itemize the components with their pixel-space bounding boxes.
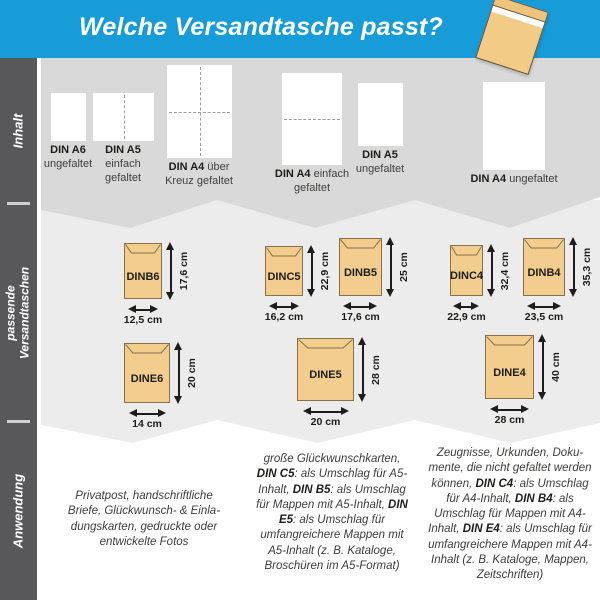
paper-description: ungefaltet — [355, 162, 405, 175]
width-dimension: 12,5 cm — [123, 314, 163, 326]
arrow-line — [349, 306, 371, 308]
paper-name: DIN A4 — [274, 168, 311, 180]
paper-description: einfach gefaltet — [104, 157, 142, 184]
arrow-line — [170, 248, 172, 294]
text-segment: : als Umschlag für A4-Inhalt, — [446, 477, 589, 505]
paper-description: einfach gefaltet — [293, 168, 350, 194]
arrow-line — [390, 243, 392, 291]
envelope-size-line: DIN — [527, 266, 547, 279]
envelope-size-line: DIN — [267, 270, 287, 283]
width-dimension: 23,5 cm — [524, 311, 564, 323]
paper-label — [36, 144, 100, 172]
envelope-size-label — [125, 356, 169, 402]
envelope-size-label — [451, 258, 482, 295]
height-arrow-icon — [386, 237, 395, 297]
paper-label — [165, 161, 233, 189]
envelope-size-label — [125, 256, 161, 298]
arrow-line — [362, 343, 364, 396]
envelope-din-b4 — [523, 238, 565, 296]
envelope-flap — [125, 344, 169, 356]
width-dimension: 20 cm — [310, 416, 341, 428]
sidebar-label-versandtaschen: passende Versandtaschen — [3, 266, 32, 360]
envelope-din-b6 — [124, 243, 162, 299]
envelope-flap — [524, 239, 564, 251]
paper-din-a4 — [483, 82, 545, 170]
text-segment: Zeugnisse, Urkunden, Dokumente, die nicht gefaltet werden können, — [428, 447, 592, 490]
text-segment: DIN B4 — [514, 492, 553, 505]
sidebar — [0, 58, 37, 600]
arrow-line — [496, 409, 523, 411]
paper-name: DIN A4 — [470, 173, 507, 185]
paper-label — [94, 144, 152, 185]
envelope-size-label — [298, 351, 353, 400]
height-arrow-icon — [487, 244, 496, 297]
paper-name: DIN A6 — [50, 144, 86, 156]
paper-description: ungefaltet — [509, 173, 558, 185]
envelope-size-line: B6 — [145, 270, 160, 283]
text-segment: : als Umschlag für Mappen mit A5-Inhalt, — [256, 483, 406, 511]
envelope-flap — [486, 336, 533, 348]
envelope-size-line: DIN — [343, 266, 363, 279]
arrow-line — [542, 340, 544, 394]
envelope-size-line: C4 — [468, 270, 484, 283]
height-dimension: 35,3 cm — [581, 247, 593, 287]
text-segment: : als Umschlag für Mappen mit A4-Inhalt, — [428, 492, 586, 536]
paper-din-a4 — [167, 65, 232, 158]
envelope-size-label — [486, 348, 533, 398]
height-arrow-icon — [569, 237, 578, 297]
text-segment: DIN E5 — [278, 498, 408, 527]
envelope-size-line: E6 — [149, 372, 164, 385]
height-dimension: 20 cm — [186, 358, 198, 388]
width-dimension: 22,9 cm — [447, 311, 486, 323]
text-segment: DIN C4 — [475, 477, 514, 490]
paper-din-a4 — [282, 73, 342, 165]
arrow-line — [275, 306, 293, 308]
paper-description: ungefaltet — [43, 157, 93, 170]
width-dimension: 28 cm — [494, 414, 525, 426]
width-dimension: 16,2 cm — [264, 311, 304, 323]
arrow-line — [134, 309, 152, 311]
height-arrow-icon — [358, 337, 367, 402]
envelope-flap — [451, 246, 482, 258]
width-dimension: 17,6 cm — [341, 311, 380, 323]
width-arrow-icon — [129, 409, 166, 418]
fold-line — [169, 112, 230, 113]
paper-din-a5 — [93, 93, 154, 141]
height-dimension: 32,4 cm — [499, 251, 511, 290]
paper-din-a6 — [51, 93, 86, 141]
envelope-flap — [298, 339, 353, 351]
envelope-size-line: B4 — [546, 266, 561, 279]
width-arrow-icon — [303, 407, 349, 416]
arrow-line — [178, 348, 180, 398]
width-dimension: 14 cm — [132, 418, 162, 430]
envelope-size-label — [266, 259, 302, 295]
page-title: Welche Versandtasche passt? — [79, 13, 443, 41]
envelope-size-line: DIN — [126, 270, 146, 283]
sidebar-divider — [7, 202, 30, 205]
application-text — [60, 489, 228, 550]
arrow-line — [491, 250, 493, 291]
height-arrow-icon — [307, 245, 316, 297]
paper-description: über Kreuz gefaltet — [165, 161, 233, 187]
text-segment: Privatpost, handschriftliche Briefe, Glückwunsch- & Einladungskarten, gedruckte oder entwickelte Fotos — [67, 490, 221, 548]
arrow-line — [311, 251, 313, 291]
envelope-size-line: DIN — [450, 270, 469, 283]
envelope-size-line: B5 — [362, 266, 377, 279]
paper-din-a5 — [358, 83, 403, 146]
text-segment: : als Umschlag für umfangreichere Mappen mit A5-Inhalt (z. B. Kataloge, Broschüren im A5-Format) — [260, 514, 404, 572]
width-arrow-icon — [343, 302, 377, 311]
paper-name: DIN A5 — [362, 149, 398, 161]
height-dimension: 40 cm — [550, 352, 562, 382]
envelope-size-line: C5 — [286, 270, 301, 283]
text-segment: : als Umschlag für A5-Inhalt, — [258, 468, 408, 496]
height-dimension: 28 cm — [370, 354, 382, 385]
paper-name: DIN A5 — [105, 144, 141, 156]
width-arrow-icon — [490, 405, 529, 414]
arrow-line — [135, 413, 160, 415]
width-arrow-icon — [128, 305, 158, 314]
sidebar-divider — [7, 420, 30, 423]
envelope-size-label — [340, 251, 381, 295]
fold-line — [284, 119, 340, 120]
arrow-line — [533, 306, 555, 308]
envelope-din-e6 — [124, 343, 170, 403]
envelope-din-c4 — [450, 245, 483, 296]
width-arrow-icon — [453, 302, 479, 311]
height-dimension: 22,9 cm — [319, 251, 331, 291]
width-arrow-icon — [269, 302, 299, 311]
text-segment: DIN B5 — [292, 483, 331, 496]
envelope-din-c5 — [265, 246, 303, 296]
height-arrow-icon — [174, 342, 183, 404]
arrow-line — [459, 306, 473, 308]
envelope-size-line: DIN — [309, 369, 329, 382]
envelope-size-line: E5 — [328, 369, 342, 382]
text-segment: DIN C5 — [256, 468, 295, 481]
application-text — [256, 452, 408, 574]
envelope-flap — [266, 247, 302, 259]
envelope-din-e5 — [297, 338, 354, 401]
text-segment: : als Umschlag für umfangreichere Mappen mit A4-Inhalt (z. B. Kataloge, Mappen, Zeitschriften) — [428, 523, 592, 582]
envelope-din-b5 — [339, 238, 382, 296]
envelope-size-label — [524, 251, 564, 295]
height-arrow-icon — [538, 334, 547, 400]
width-arrow-icon — [527, 302, 561, 311]
paper-name: DIN A4 — [168, 161, 205, 173]
envelope-flap — [125, 244, 161, 256]
envelope-size-line: DIN — [130, 372, 150, 385]
envelope-flap — [340, 239, 381, 251]
height-dimension: 25 cm — [398, 252, 410, 282]
height-dimension: 17,6 cm — [178, 251, 190, 291]
text-segment: DIN E4 — [462, 523, 500, 536]
sidebar-label-anwendung: Anwendung — [10, 473, 26, 549]
envelope-din-e4 — [485, 335, 534, 399]
fold-line — [124, 95, 125, 139]
arrow-line — [573, 243, 575, 291]
envelope-size-line: DIN — [493, 366, 513, 379]
envelope-size-line: E4 — [512, 366, 526, 379]
arrow-line — [309, 411, 343, 413]
text-segment: große Glückwunschkarten, — [263, 453, 401, 465]
paper-label — [444, 173, 584, 187]
application-text — [426, 446, 594, 584]
paper-label — [344, 149, 416, 177]
sidebar-label-inhalt: Inhalt — [10, 113, 26, 149]
height-arrow-icon — [166, 242, 175, 300]
